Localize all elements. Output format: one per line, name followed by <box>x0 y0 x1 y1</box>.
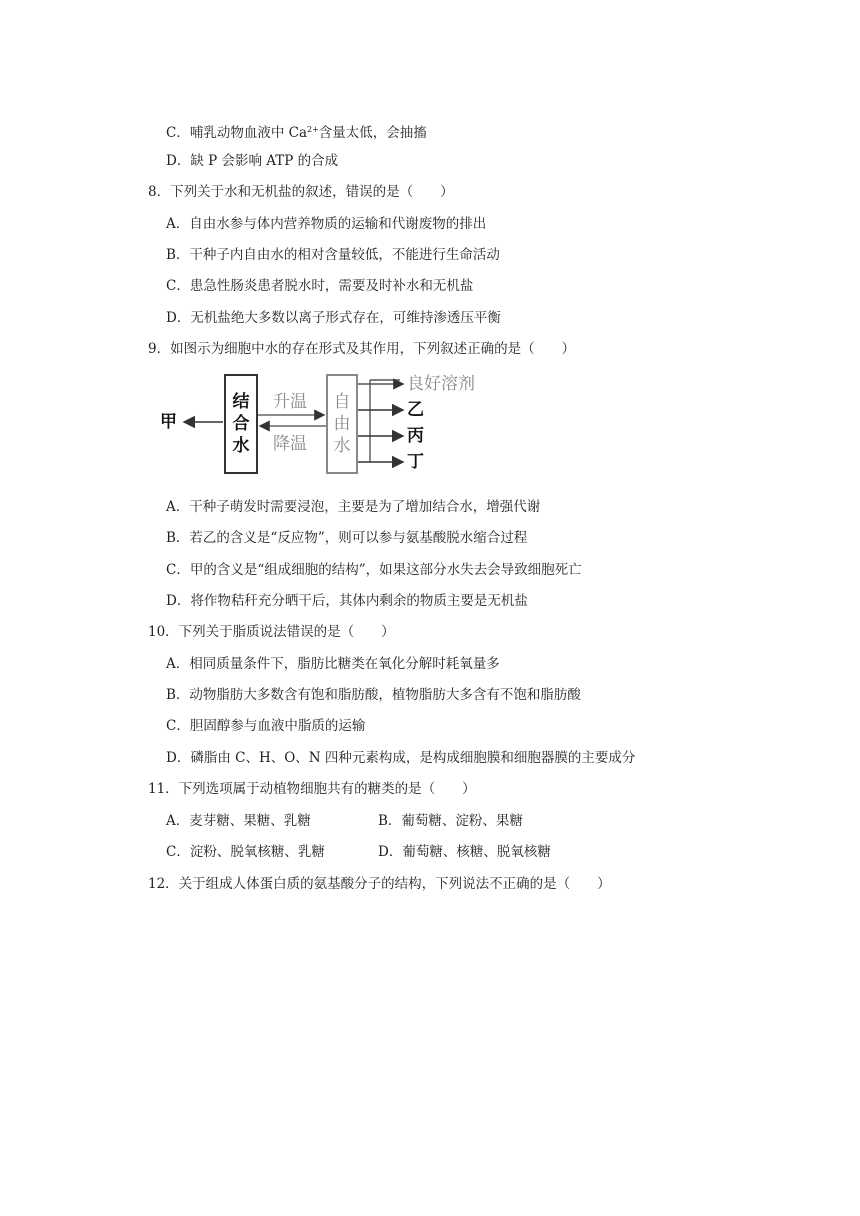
label-jia: 甲 <box>160 412 177 432</box>
q9-option-b: B．若乙的含义是“反应物”，则可以参与氨基酸脱水缩合过程 <box>166 530 528 546</box>
bound-water-char-2: 合 <box>232 414 250 434</box>
q11-option-d: D．葡萄糖、核糖、脱氧核糖 <box>378 844 551 860</box>
q11-option-b: B．葡萄糖、淀粉、果糖 <box>378 813 523 829</box>
q7-option-c: C．哺乳动物血液中 $Ca^{2+}$含量太低，会抽搐 <box>166 125 427 141</box>
label-cool-down: 降温 <box>273 434 307 454</box>
free-water-box <box>326 374 358 474</box>
water-forms-diagram <box>160 370 500 478</box>
bound-water-box <box>224 374 258 474</box>
question-8: 8．下列关于水和无机盐的叙述，错误的是（ ） <box>148 184 454 200</box>
q10-option-d: D．磷脂由 C、H、O、N 四种元素构成，是构成细胞膜和细胞器膜的主要成分 <box>166 750 636 766</box>
bound-water-char-3: 水 <box>232 436 250 456</box>
q9-option-d: D．将作物秸秆充分晒干后，其体内剩余的物质主要是无机盐 <box>166 593 528 609</box>
q9-option-c: C．甲的含义是“组成细胞的结构”，如果这部分水失去会导致细胞死亡 <box>166 562 582 578</box>
q11-option-a: A．麦芽糖、果糖、乳糖 <box>166 813 311 829</box>
question-9: 9．如图示为细胞中水的存在形式及其作用，下列叙述正确的是（ ） <box>148 341 576 357</box>
q10-option-a: A．相同质量条件下，脂肪比糖类在氧化分解时耗氧量多 <box>166 656 500 672</box>
q7-option-d: D．缺 P 会影响 ATP 的合成 <box>166 153 339 169</box>
q8-option-d: D．无机盐绝大多数以离子形式存在，可维持渗透压平衡 <box>166 310 501 326</box>
q9-option-a: A．干种子萌发时需要浸泡，主要是为了增加结合水，增强代谢 <box>166 499 541 515</box>
free-water-char-3: 水 <box>333 436 351 456</box>
free-water-char-1: 自 <box>333 392 351 412</box>
label-ding: 丁 <box>407 452 424 472</box>
question-10: 10．下列关于脂质说法错误的是（ ） <box>148 624 395 640</box>
q11-option-c: C．淀粉、脱氧核糖、乳糖 <box>166 844 325 860</box>
q10-option-b: B．动物脂肪大多数含有饱和脂肪酸，植物脂肪大多含有不饱和脂肪酸 <box>166 687 581 703</box>
bound-water-char-1: 结 <box>232 392 250 412</box>
free-water-char-2: 由 <box>333 414 351 434</box>
q8-option-c: C．患急性肠炎患者脱水时，需要及时补水和无机盐 <box>166 278 474 294</box>
q10-option-c: C．胆固醇参与血液中脂质的运输 <box>166 718 366 734</box>
q8-option-a: A．自由水参与体内营养物质的运输和代谢废物的排出 <box>166 216 487 232</box>
label-yi: 乙 <box>407 400 424 420</box>
question-12: 12．关于组成人体蛋白质的氨基酸分子的结构，下列说法不正确的是（ ） <box>148 876 611 892</box>
question-11: 11．下列选项属于动植物细胞共有的糖类的是（ ） <box>148 781 476 797</box>
label-bing: 丙 <box>407 426 424 446</box>
q8-option-b: B．干种子内自由水的相对含量较低，不能进行生命活动 <box>166 247 500 263</box>
label-good-solvent: 良好溶剂 <box>407 374 475 394</box>
label-heat-up: 升温 <box>273 392 307 412</box>
